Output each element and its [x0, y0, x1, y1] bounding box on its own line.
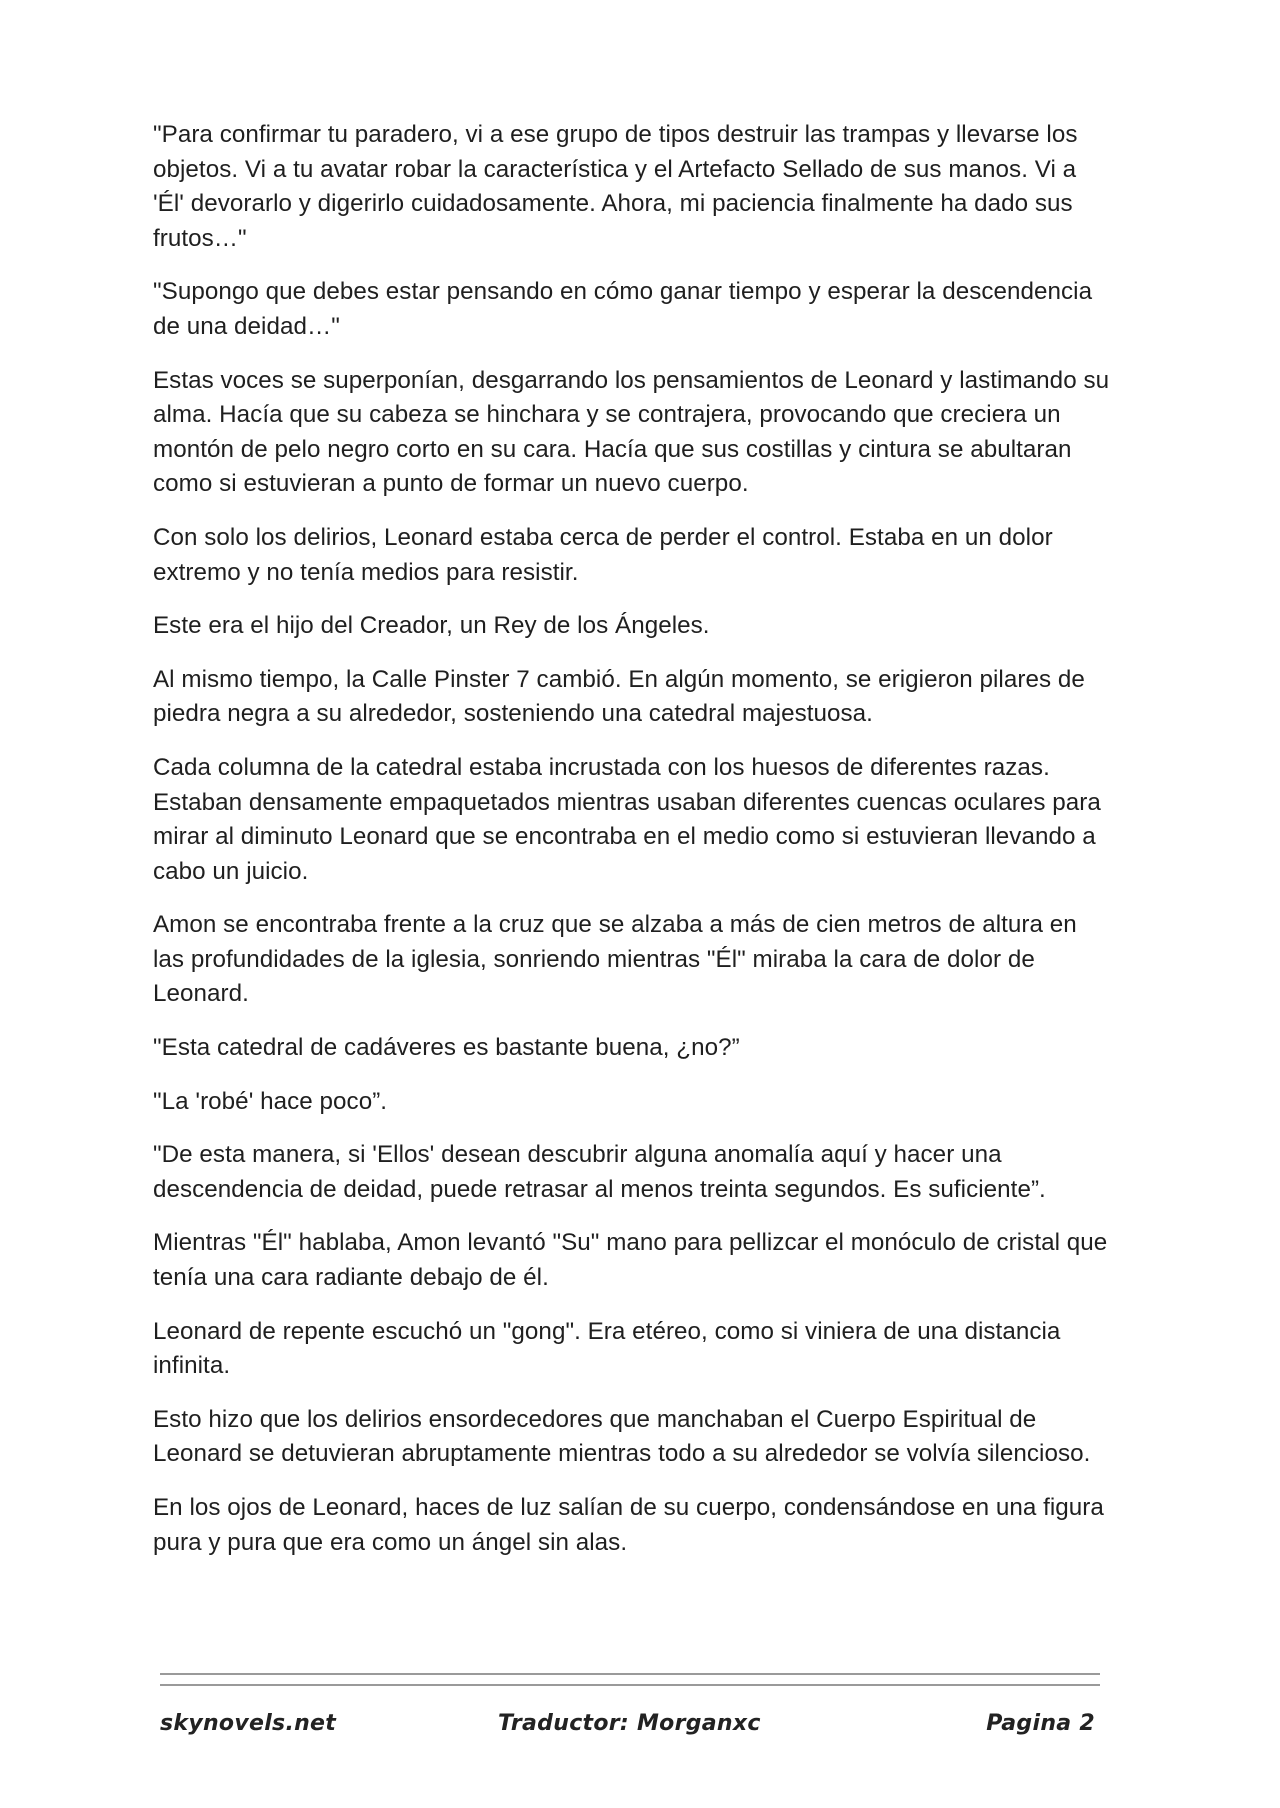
paragraph: "La 'robé' hace poco”.: [153, 1087, 388, 1115]
paragraph: Mientras "Él" hablaba, Amon levantó "Su" mano para pellizcar el monóculo de cristal que tenía una cara radiante debajo de él.: [153, 1229, 1108, 1292]
paragraph: Este era el hijo del Creador, un Rey de los Ángeles.: [153, 612, 710, 640]
paragraph: "De esta manera, si 'Ellos' desean descubrir alguna anomalía aquí y hacer una descendencia de deidad, puede retrasar al menos treinta segundos. Es suficiente”.: [153, 1141, 1046, 1203]
paragraph: Al mismo tiempo, la Calle Pinster 7 cambió. En algún momento, se erigieron pilares de piedra negra a su alrededor, sosteniendo una catedral majestuosa.: [153, 665, 1085, 728]
paragraph: En los ojos de Leonard, haces de luz salían de su cuerpo, condensándose en una figura pura y pura que era como un ángel sin alas.: [153, 1494, 1104, 1556]
paragraph: "Esta catedral de cadáveres es bastante buena, ¿no?”: [153, 1034, 740, 1062]
paragraph: Con solo los delirios, Leonard estaba cerca de perder el control. Estaba en un dolor extremo y no tenía medios para resistir.: [153, 523, 1053, 586]
body-text: [153, 118, 1113, 1579]
footer-site: skynovels.net: [160, 1711, 337, 1736]
paragraph: "Supongo que debes estar pensando en cómo ganar tiempo y esperar la descendencia de una deidad…": [153, 278, 1093, 340]
footer-page-number: Pagina 2: [986, 1711, 1095, 1736]
footer-translator: Traductor: Morganxc: [498, 1711, 761, 1736]
paragraph: Esto hizo que los delirios ensordecedores que manchaban el Cuerpo Espiritual de Leonard se detuvieran abruptamente mientras todo a su alrededor se volvía silencioso.: [153, 1405, 1091, 1468]
paragraph: Leonard de repente escuchó un "gong". Era etéreo, como si viniera de una distancia infinita.: [153, 1317, 1061, 1380]
footer-divider-bottom: [160, 1684, 1100, 1686]
paragraph: Amon se encontraba frente a la cruz que se alzaba a más de cien metros de altura en las profundidades de la iglesia, sonriendo mientras "Él" miraba la cara de dolor de Leonard.: [153, 911, 1077, 1008]
paragraph: "Para confirmar tu paradero, vi a ese grupo de tipos destruir las trampas y llevarse los objetos. Vi a tu avatar robar la característica y el Artefacto Sellado de sus manos. Vi a 'Él' devorarlo y digerirlo cuidadosamente. Ahora, mi paciencia finalmente ha dado sus frutos…": [153, 121, 1078, 252]
paragraph: Cada columna de la catedral estaba incrustada con los huesos de diferentes razas. Estaban densamente empaquetados mientras usaban diferentes cuencas oculares para mirar al diminuto Leonard que se encontraba en el medio como si estuvieran llevando a cabo un juicio.: [153, 753, 1101, 885]
footer-divider-top: [160, 1673, 1100, 1675]
paragraph: Estas voces se superponían, desgarrando los pensamientos de Leonard y lastimando su alma. Hacía que su cabeza se hinchara y se contrajera, provocando que creciera un montón de pelo negro corto en su cara. Hacía que sus costillas y cintura se abultaran como si estuvieran a punto de formar un nuevo cuerpo.: [153, 366, 1110, 498]
